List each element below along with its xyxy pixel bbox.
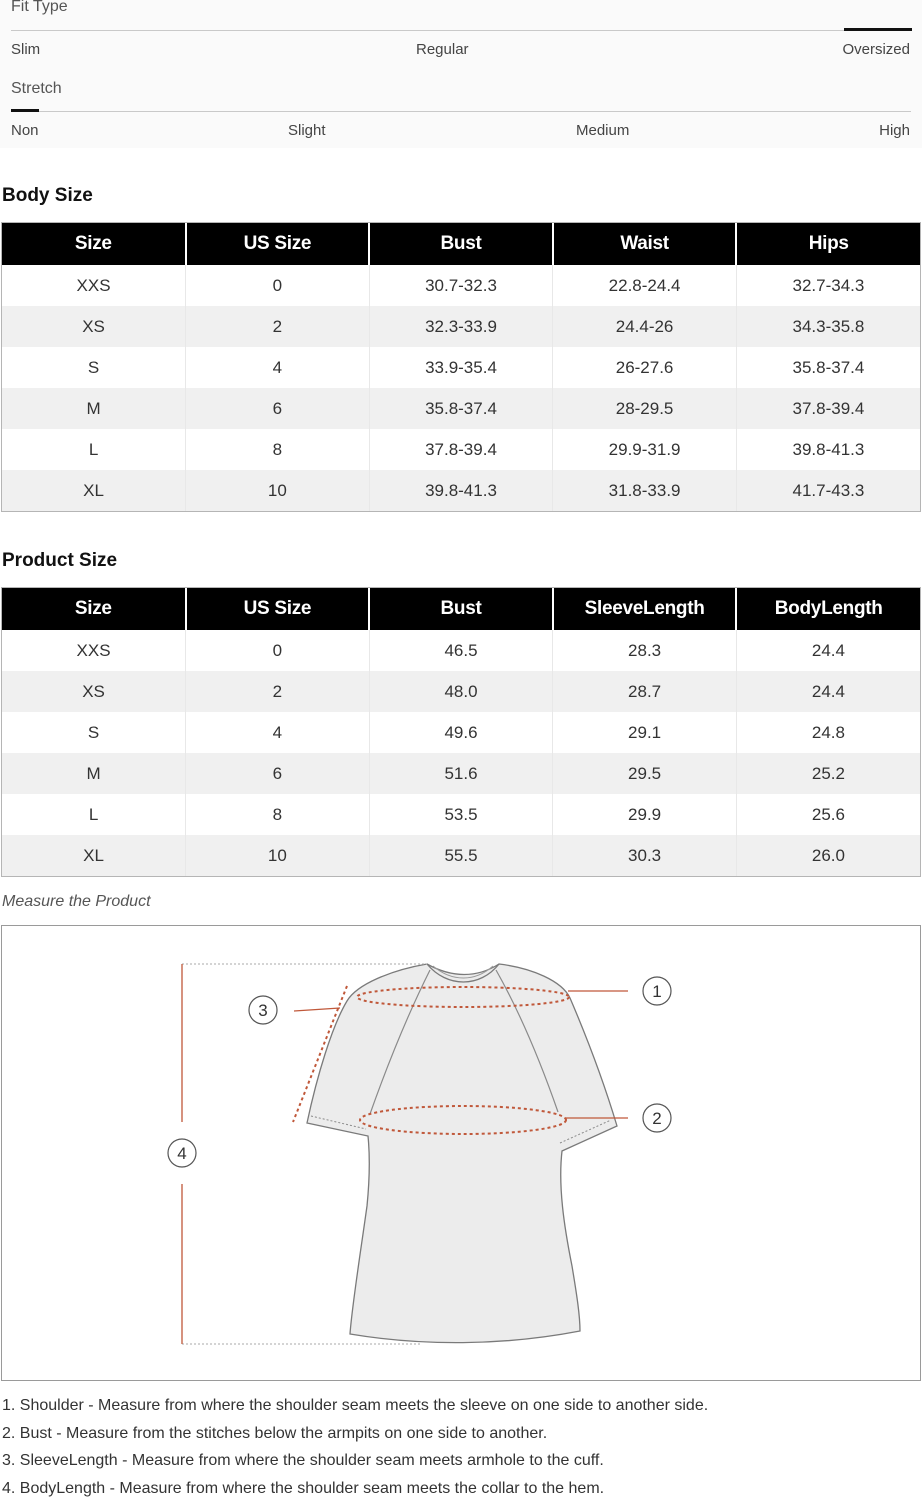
table-cell: 2 bbox=[186, 671, 370, 712]
table-cell: 22.8-24.4 bbox=[553, 265, 737, 306]
callout-2-label: 2 bbox=[652, 1109, 661, 1128]
table-cell: 34.3-35.8 bbox=[736, 306, 920, 347]
table-header-row bbox=[2, 588, 920, 630]
table-cell: 8 bbox=[186, 429, 370, 470]
table-cell: 4 bbox=[186, 347, 370, 388]
table-cell: S bbox=[2, 347, 186, 388]
body-size-title: Body Size bbox=[2, 185, 93, 207]
note-bust: 2. Bust - Measure from the stitches below the armpits on one side to another. bbox=[2, 1423, 708, 1451]
table-row bbox=[2, 794, 920, 835]
measure-diagram bbox=[1, 925, 921, 1381]
table-cell: 28.3 bbox=[553, 630, 737, 671]
table-cell: XXS bbox=[2, 265, 186, 306]
table-cell: 37.8-39.4 bbox=[369, 429, 553, 470]
table-row bbox=[2, 470, 920, 511]
table-cell: 35.8-37.4 bbox=[369, 388, 553, 429]
table-cell: 24.8 bbox=[736, 712, 920, 753]
table-cell: 10 bbox=[186, 835, 370, 876]
table-cell: M bbox=[2, 388, 186, 429]
table-cell: 31.8-33.9 bbox=[553, 470, 737, 511]
table-cell: 49.6 bbox=[369, 712, 553, 753]
table-cell: XXS bbox=[2, 630, 186, 671]
table-cell: 33.9-35.4 bbox=[369, 347, 553, 388]
table-cell: 32.7-34.3 bbox=[736, 265, 920, 306]
column-header: Bust bbox=[369, 223, 553, 265]
fit-type-track bbox=[11, 30, 911, 31]
note-shoulder: 1. Shoulder - Measure from where the shoulder seam meets the sleeve on one side to another side. bbox=[2, 1395, 708, 1423]
callout-3-label: 3 bbox=[258, 1001, 267, 1020]
table-cell: 55.5 bbox=[369, 835, 553, 876]
table-cell: 29.1 bbox=[553, 712, 737, 753]
fit-type-label: Fit Type bbox=[11, 0, 68, 16]
table-row bbox=[2, 265, 920, 306]
table-cell: 4 bbox=[186, 712, 370, 753]
table-cell: XS bbox=[2, 671, 186, 712]
table-cell: XL bbox=[2, 470, 186, 511]
table-cell: XS bbox=[2, 306, 186, 347]
callout-3-leader bbox=[294, 1008, 340, 1011]
note-body-length: 4. BodyLength - Measure from where the shoulder seam meets the collar to the hem. bbox=[2, 1478, 708, 1505]
table-row bbox=[2, 712, 920, 753]
stretch-option-slight: Slight bbox=[288, 122, 326, 139]
column-header: US Size bbox=[186, 223, 370, 265]
note-sleeve-length: 3. SleeveLength - Measure from where the shoulder seam meets armhole to the cuff. bbox=[2, 1450, 708, 1478]
stretch-track bbox=[11, 111, 911, 112]
table-cell: 10 bbox=[186, 470, 370, 511]
table-cell: 24.4 bbox=[736, 671, 920, 712]
table-cell: 24.4-26 bbox=[553, 306, 737, 347]
measure-notes bbox=[2, 1395, 708, 1505]
table-row bbox=[2, 835, 920, 876]
table-cell: 28-29.5 bbox=[553, 388, 737, 429]
table-row bbox=[2, 306, 920, 347]
table-cell: 29.9-31.9 bbox=[553, 429, 737, 470]
table-cell: 24.4 bbox=[736, 630, 920, 671]
stretch-label: Stretch bbox=[11, 80, 62, 98]
table-cell: 32.3-33.9 bbox=[369, 306, 553, 347]
table-cell: 37.8-39.4 bbox=[736, 388, 920, 429]
table-cell: 46.5 bbox=[369, 630, 553, 671]
table-cell: 29.5 bbox=[553, 753, 737, 794]
table-cell: 51.6 bbox=[369, 753, 553, 794]
table-cell: 29.9 bbox=[553, 794, 737, 835]
table-row bbox=[2, 347, 920, 388]
table-cell: 28.7 bbox=[553, 671, 737, 712]
table-cell: S bbox=[2, 712, 186, 753]
table-cell: 8 bbox=[186, 794, 370, 835]
table-cell: 25.6 bbox=[736, 794, 920, 835]
column-header: Bust bbox=[369, 588, 553, 630]
column-header: Waist bbox=[553, 223, 737, 265]
table-cell: 39.8-41.3 bbox=[736, 429, 920, 470]
table-cell: L bbox=[2, 794, 186, 835]
table-cell: 6 bbox=[186, 388, 370, 429]
table-row bbox=[2, 753, 920, 794]
table-cell: 0 bbox=[186, 265, 370, 306]
product-size-table bbox=[1, 587, 921, 877]
table-cell: 53.5 bbox=[369, 794, 553, 835]
fit-type-marker bbox=[844, 28, 912, 31]
column-header: US Size bbox=[186, 588, 370, 630]
fit-type-option-regular: Regular bbox=[416, 41, 469, 58]
table-cell: 30.3 bbox=[553, 835, 737, 876]
table-cell: 2 bbox=[186, 306, 370, 347]
column-header: Size bbox=[2, 223, 186, 265]
table-cell: 30.7-32.3 bbox=[369, 265, 553, 306]
table-cell: 48.0 bbox=[369, 671, 553, 712]
table-cell: XL bbox=[2, 835, 186, 876]
measure-caption: Measure the Product bbox=[2, 893, 151, 911]
tshirt-illustration bbox=[307, 964, 617, 1343]
table-cell: L bbox=[2, 429, 186, 470]
product-size-title: Product Size bbox=[2, 550, 117, 572]
tshirt-diagram-svg bbox=[2, 926, 920, 1380]
table-cell: 0 bbox=[186, 630, 370, 671]
fit-type-option-slim: Slim bbox=[11, 41, 40, 58]
fit-panel bbox=[0, 0, 922, 148]
body-size-table bbox=[1, 222, 921, 512]
stretch-option-medium: Medium bbox=[576, 122, 629, 139]
table-cell: 26.0 bbox=[736, 835, 920, 876]
column-header: Size bbox=[2, 588, 186, 630]
table-row bbox=[2, 671, 920, 712]
table-cell: M bbox=[2, 753, 186, 794]
table-cell: 35.8-37.4 bbox=[736, 347, 920, 388]
column-header: Hips bbox=[736, 223, 920, 265]
table-row bbox=[2, 388, 920, 429]
table-cell: 39.8-41.3 bbox=[369, 470, 553, 511]
column-header: BodyLength bbox=[736, 588, 920, 630]
table-row bbox=[2, 429, 920, 470]
table-cell: 41.7-43.3 bbox=[736, 470, 920, 511]
callout-1-label: 1 bbox=[652, 982, 661, 1001]
table-row bbox=[2, 630, 920, 671]
stretch-option-non: Non bbox=[11, 122, 39, 139]
fit-type-option-oversized: Oversized bbox=[842, 41, 910, 58]
callout-4-label: 4 bbox=[177, 1144, 186, 1163]
stretch-option-high: High bbox=[879, 122, 910, 139]
column-header: SleeveLength bbox=[553, 588, 737, 630]
table-cell: 6 bbox=[186, 753, 370, 794]
table-cell: 25.2 bbox=[736, 753, 920, 794]
table-header-row bbox=[2, 223, 920, 265]
table-cell: 26-27.6 bbox=[553, 347, 737, 388]
stretch-marker bbox=[11, 109, 39, 112]
